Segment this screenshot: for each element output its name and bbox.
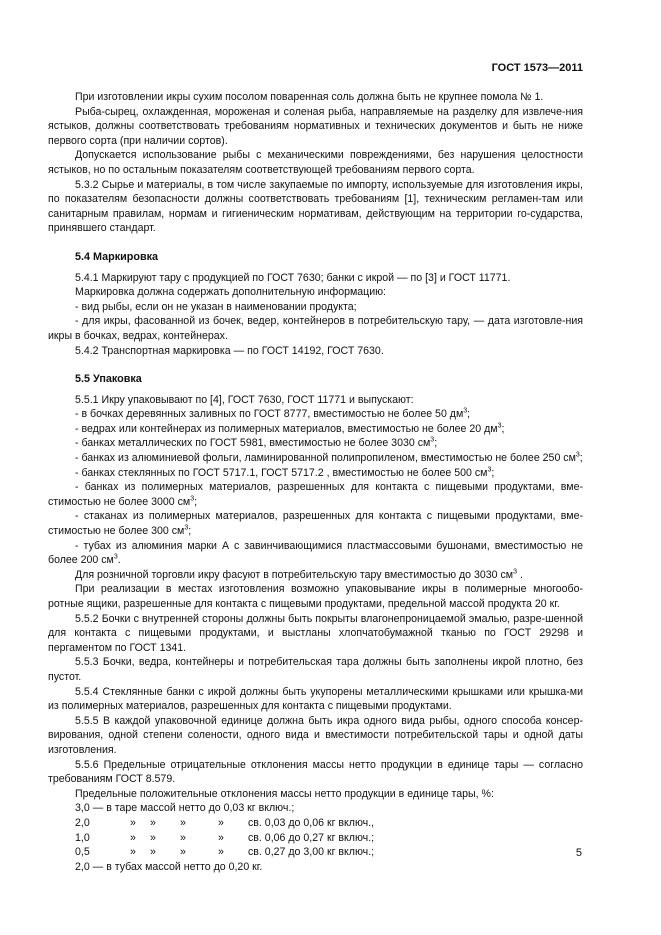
item-end: ; — [501, 422, 505, 435]
item-text: - стаканах из полимерных материалов, разрешенных для контакта с пищевыми продуктами, вме-стимостью не более 300 см — [48, 510, 583, 538]
standard-header: ГОСТ 1573—2011 — [491, 62, 583, 74]
paragraph: 2,0 — в тубах массой нетто до 0,20 кг. — [75, 860, 263, 873]
ditto-mark: » — [150, 831, 156, 844]
item-text: Для розничной торговли икру фасуют в потребительскую тару вместимостью до 3030 см — [75, 568, 514, 581]
ditto-mark: » — [180, 816, 186, 829]
ditto-mark: » — [180, 831, 186, 844]
list-item: - вид рыбы, если он не указан в наименовании продукта; — [75, 300, 357, 313]
superscript: 3 — [487, 466, 492, 474]
paragraph: Маркировка должна содержать дополнительную информацию: — [75, 286, 387, 299]
list-item — [48, 509, 583, 538]
item-text: - банках металлических по ГОСТ 5981, вместимостью не более 3030 см — [75, 437, 431, 450]
tolerance-range: св. 0,03 до 0,06 кг включ., — [248, 816, 375, 829]
superscript: 3 — [513, 568, 517, 576]
list-item — [48, 466, 583, 481]
superscript: 3 — [463, 407, 468, 415]
tolerance-row — [48, 831, 583, 846]
ditto-mark: » — [218, 831, 224, 844]
list-item: - для икры, фасованной из бочек, ведер, контейнеров в потребительскую тару, — дата изготовле-ния икры в бочках, ведрах, контейнерах. — [48, 315, 583, 342]
list-item — [48, 480, 583, 509]
item-end: . — [117, 554, 121, 567]
item-end: ; — [579, 452, 583, 465]
paragraph: 5.5.3 Бочки, ведра, контейнеры и потребительская тара должны быть заполнены икрой плотно, без пустот. — [48, 656, 583, 683]
list-item — [48, 539, 583, 568]
superscript: 3 — [190, 495, 195, 503]
paragraph: 5.4.1 Маркируют тару с продукцией по ГОСТ 7630; банки с икрой — по [3] и ГОСТ 11771. — [75, 271, 511, 284]
section-heading-marking: 5.4 Маркировка — [75, 250, 159, 263]
paragraph: 5.5.6 Предельные отрицательные отклонения массы нетто продукции в единице тары — согласно требованиям ГОСТ 8.579. — [48, 758, 583, 786]
tolerance-value: 2,0 — [75, 816, 90, 829]
ditto-mark: » — [130, 831, 136, 844]
tolerance-range: св. 0,27 до 3,00 кг включ.; — [248, 846, 375, 859]
tolerance-value: 1,0 — [75, 831, 90, 844]
list-item — [48, 407, 583, 422]
superscript: 3 — [113, 553, 118, 561]
superscript: 3 — [430, 436, 435, 444]
superscript: 3 — [184, 524, 189, 532]
list-item — [48, 422, 583, 437]
ditto-mark: » — [150, 846, 156, 859]
paragraph: Допускается использование рыбы с механическими повреждениями, без нарушения целостности ястыков, но по остальным показателям соответствующей требованиям первого сорта. — [48, 149, 583, 176]
ditto-mark: » — [130, 846, 136, 859]
paragraph: 5.5.4 Стеклянные банки с икрой должны быть укупорены металлическими крышками или крышка-ми из полимерных материалов, разрешенных для контакта с пищевыми продуктами. — [48, 685, 583, 713]
document-body — [48, 90, 583, 874]
item-text: - ведрах или контейнерах из полимерных материалов, вместимостью не более 20 дм — [75, 422, 498, 435]
ditto-mark: » — [218, 846, 224, 859]
ditto-mark: » — [150, 816, 156, 829]
tolerance-row — [48, 816, 583, 831]
item-end: ; — [434, 437, 438, 450]
item-end: ; — [491, 466, 495, 479]
superscript: 3 — [575, 451, 580, 459]
page-number: 5 — [575, 847, 582, 859]
paragraph: 3,0 — в таре массой нетто до 0,03 кг включ.; — [75, 802, 295, 815]
item-end: ; — [188, 525, 192, 538]
list-item — [48, 451, 583, 466]
superscript: 3 — [497, 422, 502, 430]
ditto-mark: » — [180, 846, 186, 859]
item-end: ; — [467, 408, 471, 421]
paragraph: 5.5.1 Икру упаковывают по [4], ГОСТ 7630, ГОСТ 11771 и выпускают: — [75, 393, 414, 406]
ditto-mark: » — [218, 816, 224, 829]
tolerance-row — [48, 845, 583, 860]
paragraph: 5.3.2 Сырье и материалы, в том числе закупаемые по импорту, используемые для изготовления икры, по показателям безопасности должны соответствовать требованиям [1], техническим регламен-там или санитарным правилам, нормам и гигиеническим нормативам, действующим на территории го-сударства, принявшего стандарт. — [48, 178, 583, 235]
ditto-mark: » — [130, 816, 136, 829]
item-text: - банках стеклянных по ГОСТ 5717.1, ГОСТ 5717.2 , вместимостью не более 500 см — [75, 466, 488, 479]
item-text: - банках из алюминиевой фольги, ламинированной полипропиленом, вместимостью не более 250 см — [75, 452, 576, 465]
paragraph: При реализации в местах изготовления возможно упаковывание икры в полимерные многообо-ротные ящики, разрешенные для контакта с пищевыми продуктами, предельной массой продукта 20 кг. — [48, 583, 583, 610]
paragraph: Рыба-сырец, охлажденная, мороженая и соленая рыба, направляемые на разделку для извлече-ния ястыков, должны соответствовать требованиям нормативных и технических документов и быть не ниже первого сорта (при наличии сортов). — [48, 105, 583, 147]
paragraph: 5.4.2 Транспортная маркировка — по ГОСТ 14192, ГОСТ 7630. — [75, 344, 384, 357]
item-text: - в бочках деревянных заливных по ГОСТ 8777, вместимостью не более 50 дм — [75, 408, 464, 421]
item-text: - банках из полимерных материалов, разрешенных для контакта с пищевыми продуктами, вме-стимостью не более 3000 см — [48, 481, 583, 508]
paragraph: При изготовлении икры сухим посолом поваренная соль должна быть не крупнее помола № 1. — [75, 91, 544, 103]
paragraph: 5.5.2 Бочки с внутренней стороны должны быть покрыты влагонепроницаемой эмалью, разре-шенной для контакта с пищевыми продуктами, и выстланы хлопчатобумажной тканью по ГОСТ 29298 и пергаментом по ГОСТ 1341. — [48, 612, 583, 654]
item-text: - тубах из алюминия марки А с завинчивающимися пластмассовыми бушонами, вместимостью не более 200 см — [48, 539, 583, 567]
paragraph — [48, 568, 583, 583]
list-item — [48, 436, 583, 451]
tolerance-range: св. 0,06 до 0,27 кг включ.; — [248, 831, 375, 844]
paragraph: 5.5.5 В каждой упаковочной единице должна быть икра одного вида рыбы, одного способа консер-вирования, одной степени солености, одного вида и вместимости потребительской тары и одной даты изготовления. — [48, 714, 583, 756]
section-heading-packaging: 5.5 Упаковка — [75, 373, 142, 386]
item-end: ; — [194, 495, 198, 508]
paragraph: Предельные положительные отклонения массы нетто продукции в единице тары, %: — [75, 787, 494, 800]
item-end: . — [517, 568, 523, 581]
tolerance-value: 0,5 — [75, 846, 90, 859]
